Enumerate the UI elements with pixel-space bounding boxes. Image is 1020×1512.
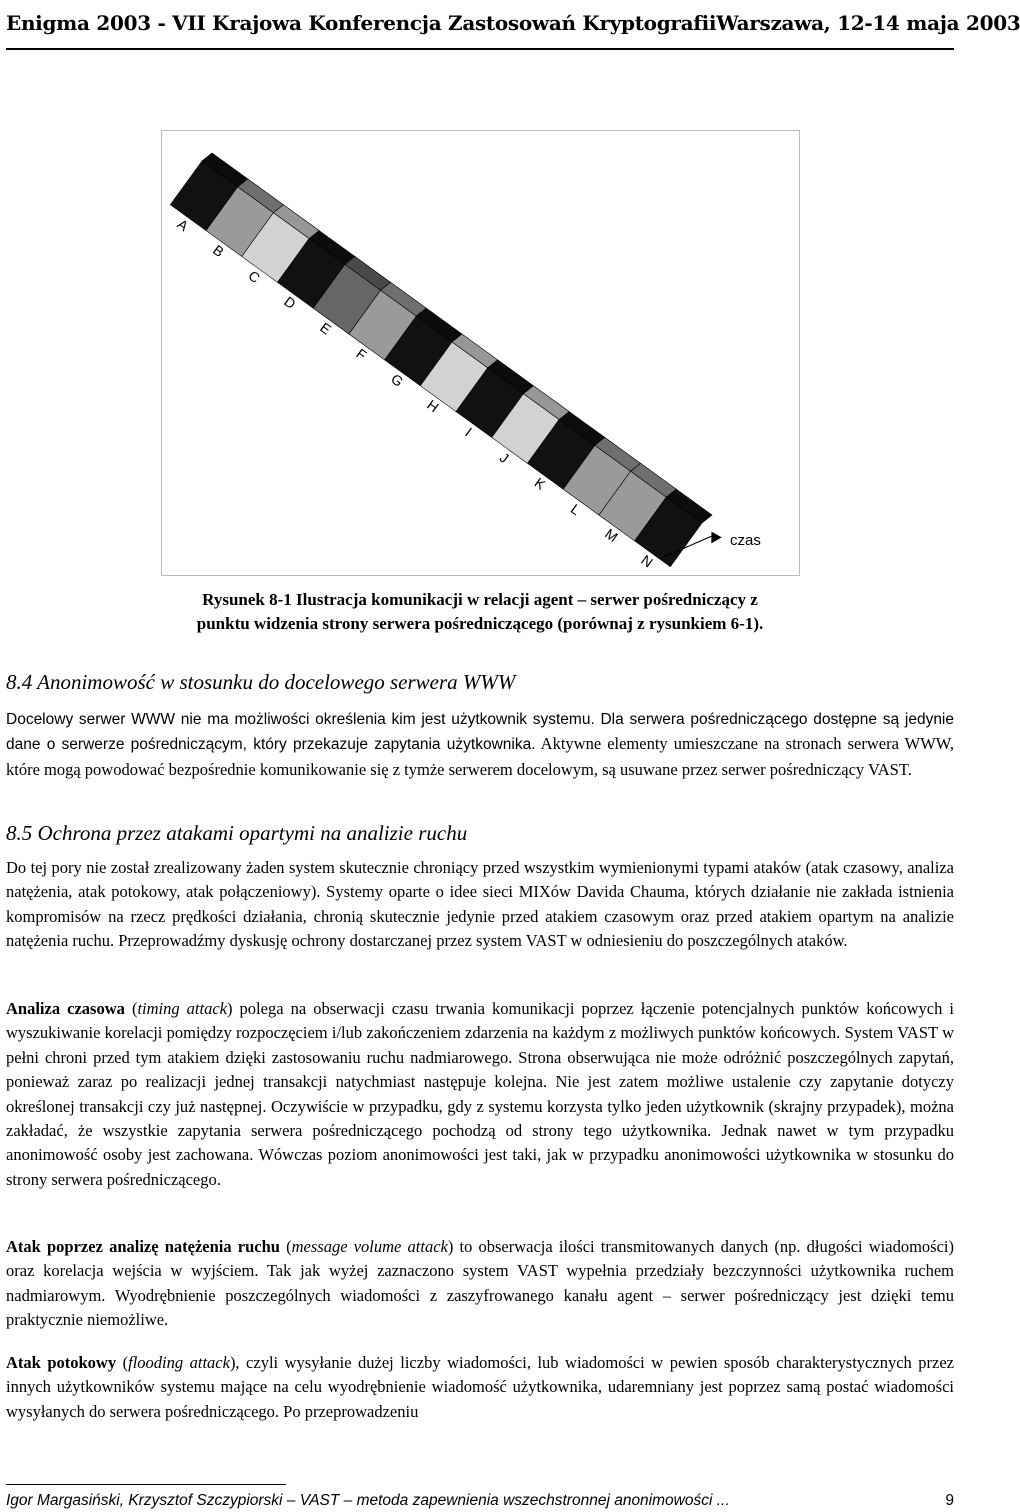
paragraph-8-4-part-2: Aktywne elementy umieszczane na stronach serwera WWW, które mogą powodować bezpośrednie komunikowanie się z tymże serwerem docelowym, są usuwane przez serwer pośredniczący VAST. <box>6 734 954 779</box>
footer-rule <box>6 1484 286 1485</box>
paragraph-8-4 <box>6 707 954 782</box>
time-axis-arrow <box>706 529 721 544</box>
page-footer <box>6 1490 954 1512</box>
page-header <box>6 6 1020 40</box>
segment-label-e: E <box>317 319 335 338</box>
segment-label-h: H <box>424 396 442 416</box>
segment-label-f: F <box>353 345 370 364</box>
segment-label-c: C <box>245 267 264 287</box>
term-timing-attack-en: timing attack <box>137 999 227 1018</box>
header-rule <box>6 48 954 50</box>
segment-label-a: A <box>174 215 192 235</box>
term-volume-attack-en: message volume attack <box>291 1237 448 1256</box>
segment-label-d: D <box>281 293 299 312</box>
paragraph-flooding-attack <box>6 1351 954 1424</box>
segment-label-k: K <box>531 474 549 493</box>
figure-caption <box>60 588 900 636</box>
section-heading-8-4: 8.4 Anonimowość w stosunku do docelowego serwera WWW <box>6 670 516 694</box>
paren-open-timing: ( <box>124 999 138 1018</box>
header-location-date: Warszawa, 12-14 maja 2003 <box>716 11 1020 35</box>
figure-illustration <box>162 131 799 575</box>
paragraph-8-4-part-1: Docelowy serwer WWW nie ma możliwości określenia kim jest użytkownik systemu. Dla serwera pośredniczącego dostępne są jedynie dane o serwerze pośredniczącym, który przekazuje zapytania użytkownika. <box>6 711 954 754</box>
term-flooding-attack: Atak potokowy <box>6 1353 117 1372</box>
segment-label-i: I <box>462 424 475 440</box>
header-conference: Enigma 2003 - VII Krajowa Konferencja Zastosowań Kryptografii <box>6 11 717 35</box>
page-number: 9 <box>945 1492 954 1509</box>
timing-attack-text: ) polega na obserwacji czasu trwania komunikacji poprzez łączenie potencjalnych punktów końcowych i wyszukiwanie korelacji pomiędzy rozpoczęciem i/lub zakończeniem zdarzenia na każdym z możliwych punktów końcowych. System VAST w pełni chroni przed tym atakiem dzięki zastosowaniu ruchu nadmiarowego. Strona obserwująca nie może odróżnić poszczególnych zapytań, ponieważ zaraz po realizacji jednej transakcji natychmiast następuje kolejna. Nie jest zatem możliwe ustalenie czy zapytanie dotyczy określonej transakcji czy już następnej. Oczywiście w przypadku, gdy z systemu korzysta tylko jeden użytkownik (skrajny przypadek), można zakładać, że wszystkie zapytania serwera pośredniczącego pochodzą od strony tego użytkownika. Jednak nawet w tym przypadku anonimowość osoby jest zachowana. Wówczas poziom anonimowości jest taki, jak w przypadku anonimowości użytkownika w stosunku do strony serwera pośredniczącego. <box>6 999 955 1189</box>
paren-open-volume: ( <box>279 1237 292 1256</box>
segment-label-j: J <box>496 449 512 467</box>
segment-label-m: M <box>602 525 621 546</box>
time-axis-label: czas <box>730 532 761 549</box>
paragraph-8-5-intro: Do tej pory nie został zrealizowany żaden system skutecznie chroniący przed wszystkim wymienionymi typami ataków (atak czasowy, analiza natężenia, atak potokowy, atak połączeniowy). Systemy oparte o idee sieci MIXów Davida Chauma, których działanie nie zakłada istnienia kompromisów na rzecz prędkości działania, chronią skutecznie jedynie przed atakiem czasowym oraz przed atakiem opartym na analizie natężenia ruchu. Przeprowadźmy dyskusję ochrony dostarczanej przez system VAST w odniesieniu do poszczególnych ataków. <box>6 858 954 951</box>
caption-line-2: punktu widzenia strony serwera pośredniczącego (porównaj z rysunkiem 6-1). <box>196 614 764 633</box>
segment-label-n: N <box>638 551 656 571</box>
paren-open-flood: ( <box>116 1353 129 1372</box>
paragraph-volume-attack <box>6 1235 954 1333</box>
section-heading-8-5: 8.5 Ochrona przez atakami opartymi na analizie ruchu <box>6 821 468 845</box>
segment-label-g: G <box>388 370 407 390</box>
term-timing-attack: Analiza czasowa <box>6 999 125 1018</box>
figure-8-1 <box>161 130 800 576</box>
segment-label-b: B <box>210 241 228 261</box>
paragraph-timing-attack <box>6 997 954 1192</box>
term-volume-attack: Atak poprzez analizę natężenia ruchu <box>6 1237 280 1256</box>
segment-label-l: L <box>567 500 584 519</box>
caption-line-1: Rysunek 8-1 Ilustracja komunikacji w relacji agent – serwer pośredniczący z <box>202 590 758 609</box>
flooding-attack-text: ), czyli wysyłanie dużej liczby wiadomości, lub wiadomości w pewien sposób charakterystycznych przez innych użytkowników systemu mające na celu wyodrębnienie wiadomość użytkownika, udaremniany jest poprzez samą postać wiadomości wysyłanych do serwera pośredniczącego. Po przeprowadzeniu <box>6 1353 954 1421</box>
volume-attack-text: ) to obserwacja ilości transmitowanych danych (np. długości wiadomości) oraz korelacja wejścia w wyjściem. Tak jak wyżej zaznaczono system VAST wypełnia przedziały bezczynności użytkownika ruchem nadmiarowym. Wyodrębnienie poszczególnych wiadomości z zaszyfrowanego kanału agent – serwer pośredniczący jest dzięki temu praktycznie niemożliwe. <box>6 1237 954 1330</box>
footer-citation: Igor Margasiński, Krzysztof Szczypiorski – VAST – metoda zapewnienia wszechstronnej anonimowości ... <box>6 1492 730 1509</box>
term-flooding-attack-en: flooding attack <box>128 1353 230 1372</box>
